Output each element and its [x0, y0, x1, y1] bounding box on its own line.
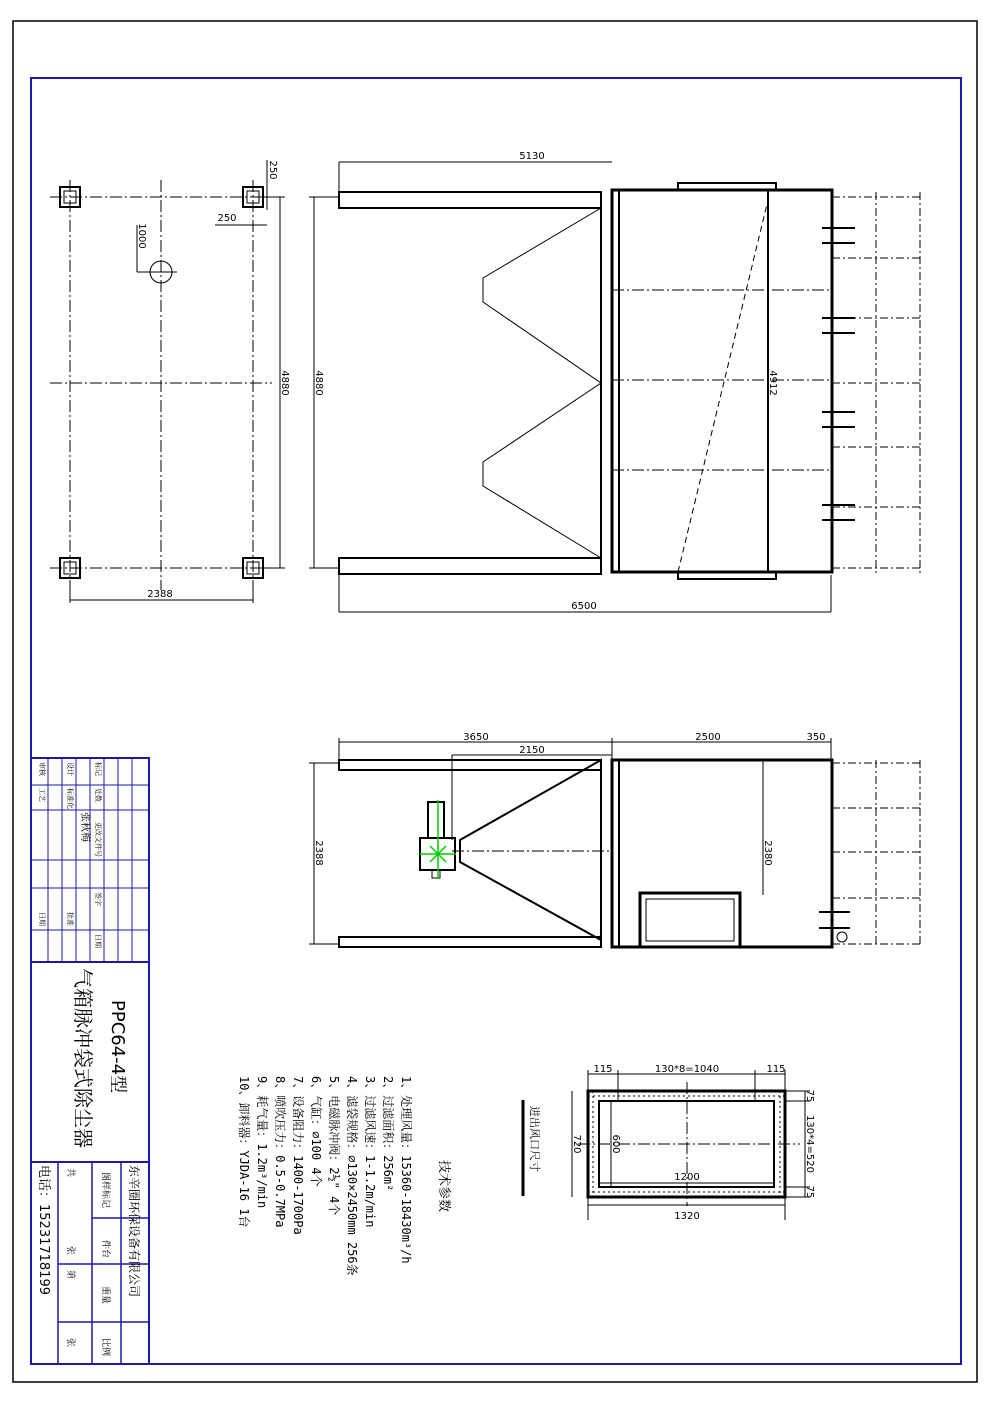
tb-row-label: 处数 — [94, 788, 102, 802]
tech-param-item: 3、过滤风速：1-1.2m/min — [363, 1076, 377, 1228]
tb-row-label: 更改文件号 — [94, 822, 102, 857]
model-number: PPC64-4型 — [107, 1000, 128, 1094]
dim-plan-outlet: 1000 — [136, 223, 147, 249]
dim-plan-length: 4880 — [279, 370, 290, 396]
tb-row-label: 设计 — [66, 762, 74, 776]
tech-params-title: 技术参数 — [436, 1160, 451, 1213]
dim-front-total: 6500 — [571, 601, 597, 612]
title-block-text — [36, 762, 141, 1356]
plan-view — [50, 160, 285, 603]
dim-side-height-left: 2388 — [313, 840, 324, 866]
dim-flange-top-left: 115 — [593, 1064, 613, 1075]
signer-name: 张秋梅 — [79, 812, 90, 842]
dim-flange-left-inner: 600 — [610, 1134, 621, 1154]
flange-detail — [523, 1070, 810, 1220]
tb-row-label: 工艺 — [38, 788, 46, 802]
scale-label: 比例 — [100, 1338, 110, 1357]
dim-flange-right-top: 75 — [804, 1089, 815, 1103]
tb-row-label: 日期 — [94, 934, 102, 948]
tb-row-label: 批准 — [66, 912, 74, 926]
dim-flange-top-middle: 130*8=1040 — [654, 1064, 720, 1075]
side-view — [309, 738, 922, 947]
dim-flange-left-outer: 720 — [571, 1134, 582, 1154]
tb-row-label: 标记 — [94, 762, 102, 776]
dim-side-b: 2150 — [519, 745, 545, 756]
dim-side-c: 2500 — [695, 732, 721, 743]
quantity-label: 件台 — [100, 1240, 110, 1259]
dim-flange-right-middle: 130*4=520 — [804, 1115, 815, 1173]
dim-front-height-right: 4912 — [767, 370, 778, 396]
front-view — [309, 162, 922, 612]
dim-flange-right-bottom: 75 — [804, 1185, 815, 1199]
tech-param-item: 1、处理风量：15360-18430m³/h — [399, 1076, 413, 1264]
dim-plan-offset-b: 250 — [217, 213, 237, 224]
dim-flange-inner-width: 1200 — [674, 1172, 700, 1183]
dim-front-hopper: 5130 — [519, 151, 545, 162]
tech-params — [237, 1076, 452, 1276]
tb-row-label: 签字 — [94, 892, 102, 906]
dim-flange-top-right: 115 — [766, 1064, 786, 1075]
company-name: 东辛圈环保设备有限公司 — [127, 1165, 141, 1298]
tb-row-label: 审核 — [38, 762, 46, 776]
tech-param-item: 4、滤袋规格：⌀130×2450mm 256条 — [345, 1076, 359, 1276]
tech-param-item: 2、过滤面积：256m² — [381, 1076, 395, 1192]
dim-flange-outer-width: 1320 — [674, 1211, 700, 1222]
dim-side-height-right: 2380 — [762, 840, 773, 866]
inner-border — [31, 78, 961, 1364]
filter-casing — [612, 190, 832, 572]
flange-label: 进出风口尺寸 — [528, 1106, 541, 1172]
tb-row-label: 标准化 — [66, 788, 74, 809]
sheet-unit: 张 — [65, 1338, 75, 1348]
tech-param-item: 10、卸料器：YJDA-16 1台 — [237, 1076, 251, 1228]
drawing-mark-label: 图样标记 — [100, 1172, 110, 1209]
tech-param-item: 8、喷吹压力：0.5-0.7MPa — [273, 1076, 287, 1228]
total-label: 共 — [65, 1168, 75, 1178]
tech-param-item: 6、气缸：⌀100 4个 — [309, 1076, 323, 1187]
tech-param-item: 7、设备阻力：1400-1700Pa — [291, 1076, 305, 1235]
weight-label: 重量 — [100, 1286, 110, 1305]
dim-plan-offset-a: 250 — [267, 160, 278, 180]
tb-row-label: 日期 — [38, 912, 46, 926]
tech-param-item: 9、耗气量：1.2m³/min — [255, 1076, 269, 1209]
product-name: 气箱脉冲袋式除尘器 — [71, 968, 95, 1148]
sheet-unit: 张 — [65, 1246, 75, 1256]
tech-param-item: 5、电磁脉冲阀：2½" 4个 — [327, 1076, 341, 1216]
dim-plan-width: 2388 — [147, 589, 173, 600]
dim-front-height-left: 4880 — [313, 370, 324, 396]
inlet-flange — [640, 893, 740, 947]
dim-side-d: 350 — [806, 732, 826, 743]
dim-side-a: 3650 — [463, 732, 489, 743]
phone-number: 电话：15231718199 — [36, 1165, 51, 1295]
page-label: 第 — [65, 1270, 75, 1280]
